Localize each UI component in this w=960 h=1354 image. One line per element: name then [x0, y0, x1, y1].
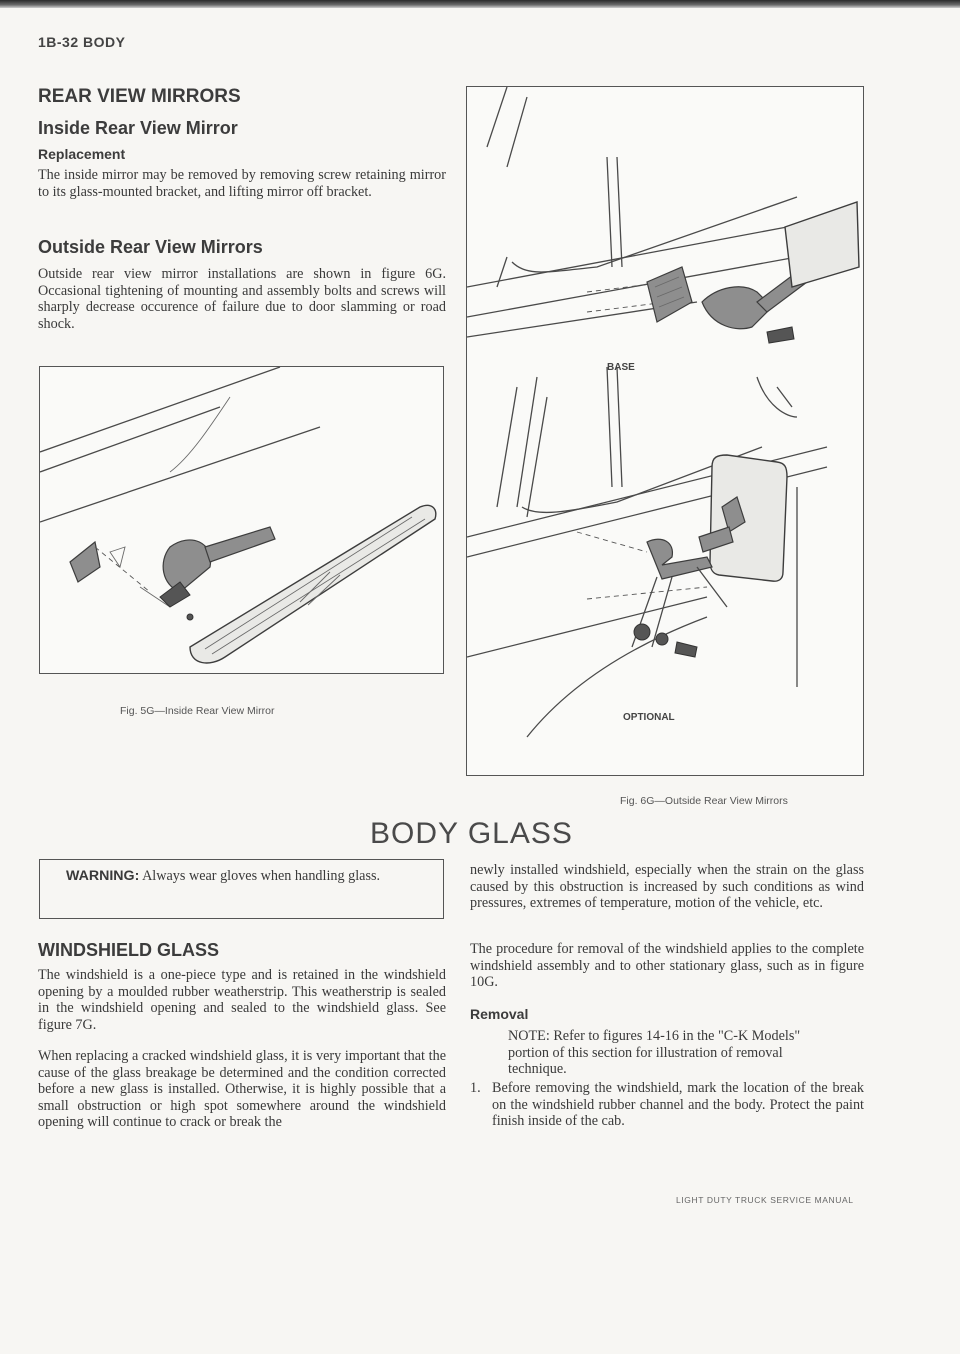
right-para-1: newly installed windshield, especially when the strain on the glass caused by this obstruction is increased by such conditions as wind pressures, extremes of temperature, motion of the vehicle, etc. [470, 862, 864, 912]
warning-label: WARNING: [66, 868, 140, 884]
footer-manual-title: LIGHT DUTY TRUCK SERVICE MANUAL [676, 1195, 854, 1205]
figure-6g-frame [466, 86, 864, 776]
subheading-replacement: Replacement [38, 146, 126, 162]
windshield-para-2: When replacing a cracked windshield glass, it is very important that the cause of the glass breakage be determined and the condition corrected before a new glass is installed. Otherwise, it is highly possible that a small obstruction or high spot somewhere around the windshield opening will continue to crack or break the [38, 1048, 446, 1131]
outside-mirrors-text: Outside rear view mirror installations are shown in figure 6G. Occasional tightening of mounting and assembly bolts and screws will sharply decrease occurence of failure due to door slamming or road shock. [38, 266, 446, 332]
inside-mirror-text: The inside mirror may be removed by removing screw retaining mirror to its glass-mounted bracket, and lifting mirror off bracket. [38, 167, 446, 200]
warning-text-block [66, 868, 406, 885]
label-base: BASE [607, 362, 635, 373]
page-header: 1B-32 BODY [38, 34, 126, 50]
label-optional: OPTIONAL [623, 712, 675, 723]
section-title-rear-view-mirrors: REAR VIEW MIRRORS [38, 86, 241, 107]
subheading-removal: Removal [470, 1006, 529, 1022]
heading-inside-mirror: Inside Rear View Mirror [38, 118, 238, 138]
step-1-text: Before removing the windshield, mark the location of the break on the windshield rubber channel and the body. Protect the paint finish inside of the cab. [492, 1080, 864, 1130]
windshield-para-1: The windshield is a one-piece type and is retained in the windshield opening by a moulded rubber weatherstrip. This weatherstrip is sealed in the windshield opening and sealed to the windshield glass. See figure 7G. [38, 967, 446, 1033]
step-1-number: 1. [470, 1080, 481, 1096]
heading-outside-mirrors: Outside Rear View Mirrors [38, 237, 263, 257]
removal-note: NOTE: Refer to figures 14-16 in the "C-K Models" portion of this section for illustration of removal technique. [508, 1028, 801, 1078]
figure-5g-caption: Fig. 5G—Inside Rear View Mirror [120, 705, 275, 717]
section-title-body-glass: BODY GLASS [370, 817, 573, 850]
right-para-2: The procedure for removal of the windshield applies to the complete windshield assembly and to other stationary glass, such as in figure 10G. [470, 941, 864, 991]
warning-text: Always wear gloves when handling glass. [142, 868, 381, 884]
top-rule [0, 0, 960, 8]
figure-6g-caption: Fig. 6G—Outside Rear View Mirrors [620, 795, 788, 807]
outside-mirror-illustration [467, 87, 863, 775]
inside-mirror-illustration [40, 367, 443, 673]
heading-windshield-glass: WINDSHIELD GLASS [38, 940, 220, 960]
figure-5g-frame [39, 366, 444, 674]
